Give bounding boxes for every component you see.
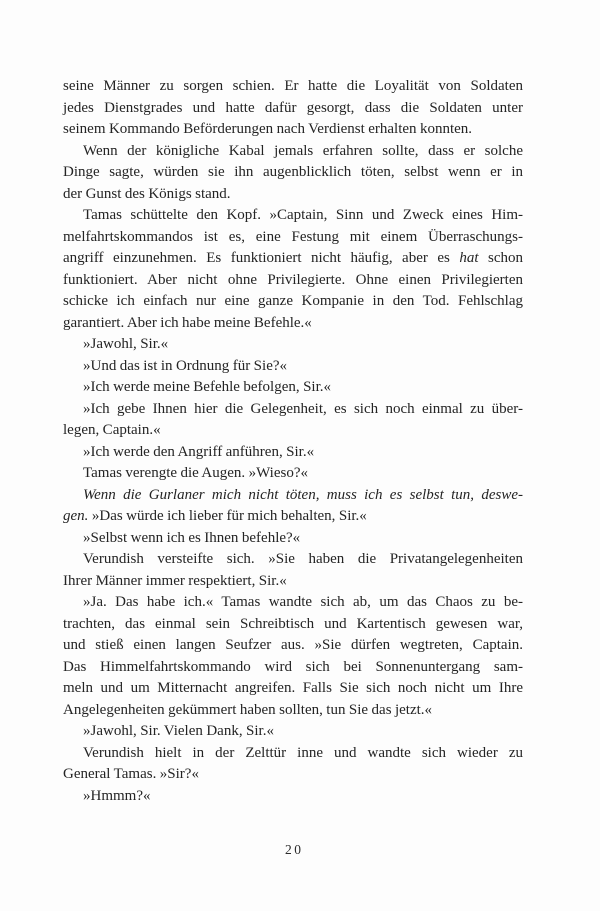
text-segment: seinem Kommando Beförderungen nach Verdienst erhalten konnten. [63, 121, 473, 137]
text-line [63, 313, 523, 335]
text-line [63, 764, 523, 786]
page-number: 20 [285, 842, 304, 857]
text-line [63, 506, 523, 528]
text-segment: »Das würde ich lieber für mich behalten, Sir.« [88, 508, 367, 524]
text-line [63, 205, 523, 227]
text-segment: Ihrer Männer immer respektiert, Sir.« [63, 572, 287, 589]
text-segment-italic: gen. [63, 508, 89, 524]
text-line [63, 657, 523, 679]
text-segment: jedes Dienstgrades und hatte dafür gesorgt, dass die Soldaten unter [63, 99, 523, 116]
text-segment: General Tamas. »Sir?« [63, 766, 199, 782]
text-line [63, 248, 523, 270]
text-segment: »Ich gebe Ihnen hier die Gelegenheit, es sich noch einmal zu über- [83, 400, 523, 417]
text-line [63, 76, 523, 98]
text-segment: »Ja. Das habe ich.« Tamas wandte sich ab, um das Chaos zu be- [83, 594, 523, 610]
text-segment: Tamas verengte die Augen. »Wieso?« [83, 465, 308, 481]
page-text-block [63, 76, 523, 807]
text-line [63, 98, 523, 120]
text-line [63, 743, 523, 765]
text-segment-italic: hat [459, 250, 479, 266]
text-line [63, 227, 523, 249]
text-line [63, 721, 523, 743]
text-line [63, 399, 523, 421]
text-line [63, 614, 523, 636]
text-line [63, 270, 523, 292]
text-line [63, 119, 523, 141]
text-line [63, 377, 523, 399]
text-line [63, 700, 523, 722]
text-segment: seine Männer zu sorgen schien. Er hatte die Loyalität von Soldaten [63, 78, 523, 94]
text-segment: Angelegenheiten gekümmert haben sollten, tun Sie das jetzt.« [63, 701, 433, 718]
text-line [63, 442, 523, 464]
text-segment: melfahrtskommandos ist es, eine Festung mit einem Überraschungs- [63, 228, 523, 245]
text-segment: schicke ich einfach nur eine ganze Kompanie in den Tod. Fehlschlag [63, 293, 523, 309]
text-segment: »Jawohl, Sir. Vielen Dank, Sir.« [83, 723, 274, 739]
text-segment: legen, Captain.« [63, 422, 161, 438]
text-segment: »Ich werde meine Befehle befolgen, Sir.« [83, 379, 331, 395]
text-line [63, 463, 523, 485]
text-line [63, 485, 523, 507]
text-line [63, 571, 523, 593]
text-line [63, 420, 523, 442]
text-segment: trachten, das einmal sein Schreibtisch und Kartentisch gewesen war, [63, 615, 523, 632]
text-segment: Wenn der königliche Kabal jemals erfahren sollte, dass er solche [83, 142, 523, 159]
text-line [63, 592, 523, 614]
text-line [63, 162, 523, 184]
text-segment-italic: Wenn die Gurlaner mich nicht töten, muss ich es selbst tun, deswe- [83, 486, 523, 503]
text-segment: Tamas schüttelte den Kopf. »Captain, Sinn und Zweck eines Him- [83, 207, 523, 223]
text-line [63, 184, 523, 206]
text-segment: schon [478, 250, 523, 266]
text-segment: »Ich werde den Angriff anführen, Sir.« [83, 443, 315, 460]
text-segment: garantiert. Aber ich habe meine Befehle.« [63, 314, 312, 331]
text-line [63, 141, 523, 163]
text-line [63, 334, 523, 356]
text-segment: der Gunst des Königs stand. [63, 185, 231, 202]
text-line [63, 635, 523, 657]
text-segment: Verundish hielt in der Zelttür inne und wandte sich wieder zu [83, 744, 523, 761]
text-line [63, 291, 523, 313]
text-line [63, 549, 523, 571]
text-segment: »Jawohl, Sir.« [83, 336, 169, 352]
text-line [63, 786, 523, 808]
text-segment: »Und das ist in Ordnung für Sie?« [83, 357, 288, 374]
text-segment: und stieß einen langen Seufzer aus. »Sie dürfen wegtreten, Captain. [63, 637, 523, 653]
text-line [63, 356, 523, 378]
text-segment: angriff einzunehmen. Es funktioniert nicht häufig, aber es [63, 250, 460, 266]
text-segment: Dinge sagte, würden sie ihn augenblicklich töten, selbst wenn er in [63, 164, 523, 180]
text-line [63, 528, 523, 550]
text-segment: Das Himmelfahrtskommando wird sich bei Sonnenuntergang sam- [63, 658, 523, 675]
text-segment: funktioniert. Aber nicht ohne Privilegierte. Ohne einen Privilegierten [63, 271, 523, 288]
text-segment: meln und um Mitternacht angreifen. Falls Sie sich noch nicht um Ihre [63, 680, 523, 696]
text-line [63, 678, 523, 700]
text-segment: Verundish versteifte sich. »Sie haben die Privatangelegenheiten [83, 551, 523, 567]
text-segment: »Hmmm?« [83, 787, 151, 804]
text-segment: »Selbst wenn ich es Ihnen befehle?« [83, 529, 301, 546]
